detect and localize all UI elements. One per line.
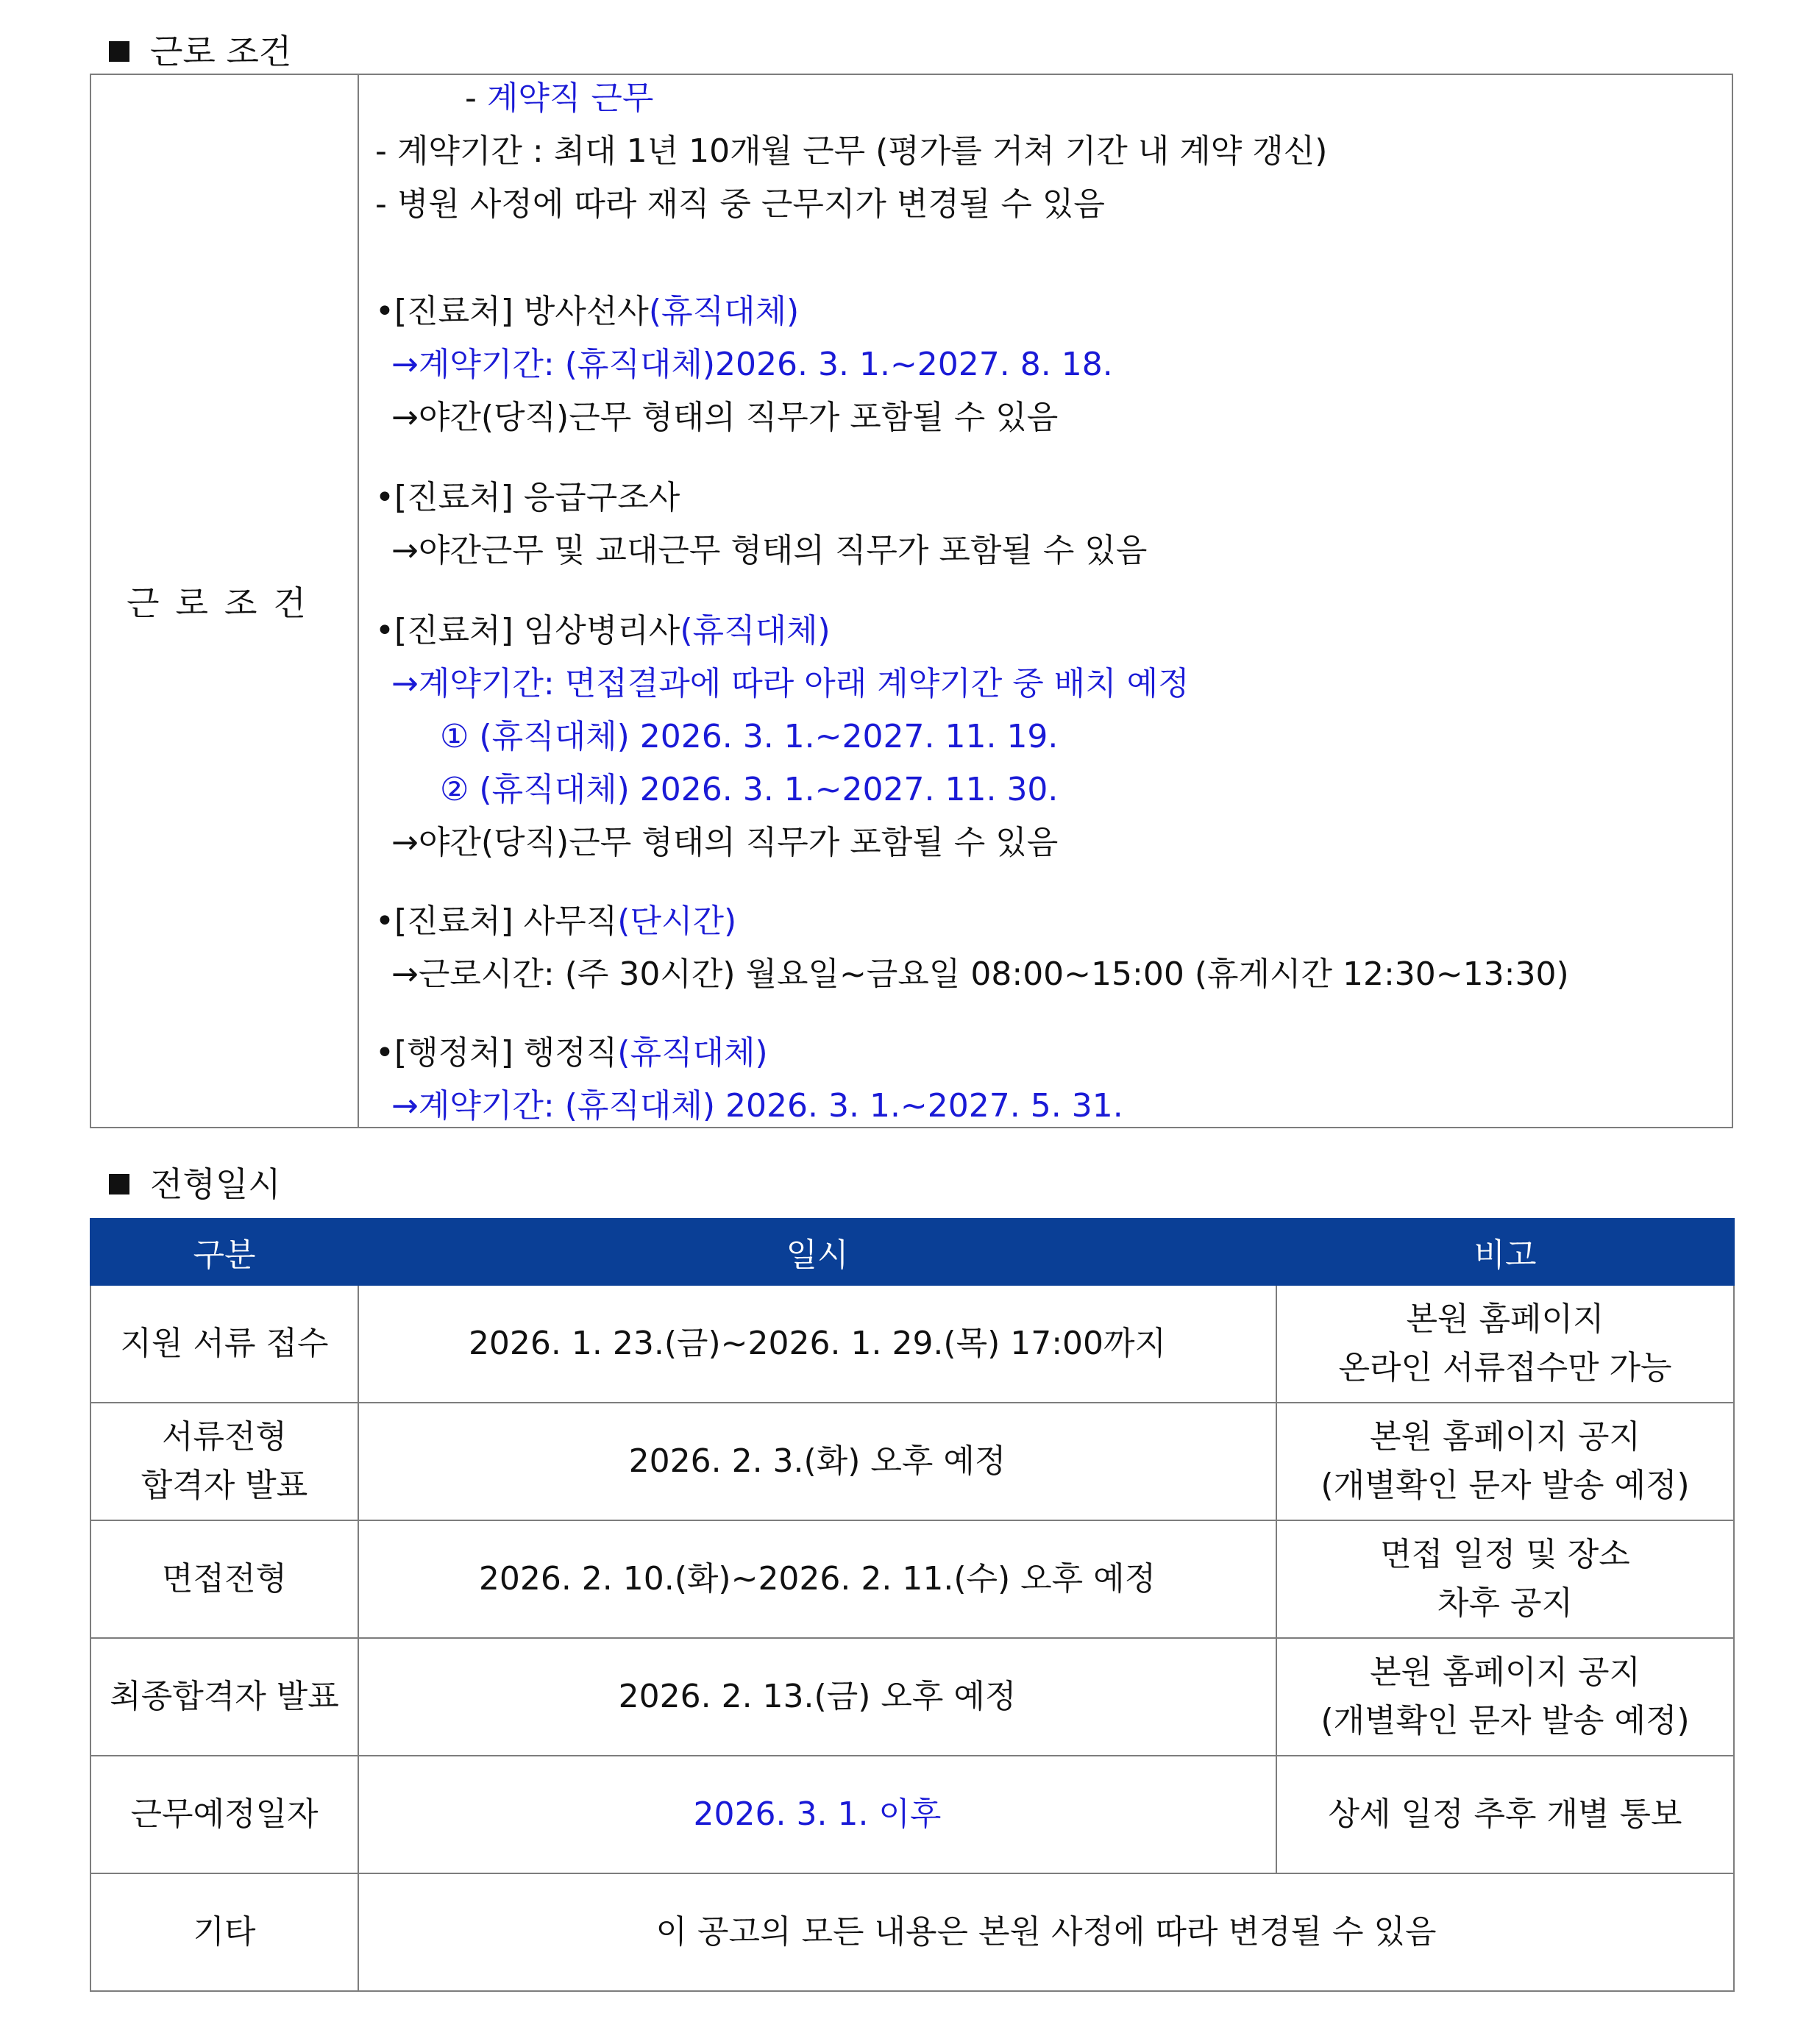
- header-category: 구분: [90, 1219, 358, 1285]
- row-category: 최종합격자 발표: [90, 1638, 358, 1756]
- row-note: 본원 홈페이지 공지 (개별확인 문자 발송 예정): [1276, 1403, 1734, 1520]
- row-datetime: 2026. 2. 3.(화) 오후 예정: [358, 1403, 1276, 1520]
- table-row: [90, 1403, 1734, 1520]
- condition-line: - 계약기간 : 최대 1년 10개월 근무 (평가를 거쳐 기간 내 계약 갱신): [375, 132, 1328, 170]
- row-datetime: 2026. 3. 1. 이후: [358, 1756, 1276, 1873]
- row-note: 본원 홈페이지 공지 (개별확인 문자 발송 예정): [1276, 1638, 1734, 1756]
- table-row: [90, 1638, 1734, 1756]
- square-bullet-icon: [109, 41, 129, 62]
- condition-line: →계약기간: (휴직대체) 2026. 3. 1.~2027. 5. 31.: [391, 1087, 1123, 1125]
- table-row: [90, 1285, 1734, 1403]
- row-category: 지원 서류 접수: [90, 1285, 358, 1403]
- row-category: 기타: [90, 1873, 358, 1991]
- row-category: 근무예정일자: [90, 1756, 358, 1873]
- condition-line: •[진료처] 방사선사(휴직대체): [375, 293, 800, 330]
- condition-line: ① (휴직대체) 2026. 3. 1.~2027. 11. 19.: [440, 718, 1059, 755]
- header-datetime: 일시: [358, 1219, 1276, 1285]
- condition-line: →근로시간: (주 30시간) 월요일~금요일 08:00~15:00 (휴게시간 12:30~13:30): [391, 955, 1569, 993]
- schedule-header-row: [90, 1219, 1734, 1285]
- table-row: [90, 1520, 1734, 1638]
- conditions-table: [90, 74, 1733, 1128]
- condition-line: →야간(당직)근무 형태의 직무가 포함될 수 있음: [391, 399, 1059, 436]
- condition-line: →계약기간: (휴직대체)2026. 3. 1.~2027. 8. 18.: [391, 346, 1113, 383]
- conditions-content: [375, 75, 1724, 1127]
- conditions-label-cell: [91, 75, 359, 1127]
- row-category: 면접전형: [90, 1520, 358, 1638]
- row-category: 서류전형 합격자 발표: [90, 1403, 358, 1520]
- table-row: [90, 1756, 1734, 1873]
- section-title-schedule: 전형일시: [109, 1162, 281, 1206]
- condition-line: •[진료처] 사무직(단시간): [375, 902, 737, 940]
- row-datetime: 2026. 1. 23.(금)~2026. 1. 29.(목) 17:00까지: [358, 1285, 1276, 1403]
- condition-line: →야간(당직)근무 형태의 직무가 포함될 수 있음: [391, 824, 1059, 861]
- row-datetime: 2026. 2. 13.(금) 오후 예정: [358, 1638, 1276, 1756]
- table-row: [90, 1873, 1734, 1991]
- condition-line: ② (휴직대체) 2026. 3. 1.~2027. 11. 30.: [440, 771, 1059, 808]
- condition-line: - 계약직 근무: [465, 79, 654, 117]
- row-datetime: 2026. 2. 10.(화)~2026. 2. 11.(수) 오후 예정: [358, 1520, 1276, 1638]
- schedule-table: [90, 1218, 1735, 1992]
- row-note: 면접 일정 및 장소 차후 공지: [1276, 1520, 1734, 1638]
- condition-line: •[행정처] 행정직(휴직대체): [375, 1034, 768, 1072]
- condition-line: - 병원 사정에 따라 재직 중 근무지가 변경될 수 있음: [375, 185, 1105, 223]
- conditions-label: 근로조건: [127, 583, 322, 623]
- section-title-conditions: 근로 조건: [109, 29, 291, 74]
- condition-line: •[진료처] 임상병리사(휴직대체): [375, 612, 831, 649]
- condition-line: →계약기간: 면접결과에 따라 아래 계약기간 중 배치 예정: [391, 665, 1190, 702]
- row-note: 본원 홈페이지 온라인 서류접수만 가능: [1276, 1285, 1734, 1403]
- condition-line: →야간근무 및 교대근무 형태의 직무가 포함될 수 있음: [391, 532, 1148, 569]
- row-note: 상세 일정 추후 개별 통보: [1276, 1756, 1734, 1873]
- row-datetime: 이 공고의 모든 내용은 본원 사정에 따라 변경될 수 있음: [358, 1873, 1734, 1991]
- header-note: 비고: [1276, 1219, 1734, 1285]
- square-bullet-icon: [109, 1174, 129, 1194]
- condition-line: •[진료처] 응급구조사: [375, 479, 680, 516]
